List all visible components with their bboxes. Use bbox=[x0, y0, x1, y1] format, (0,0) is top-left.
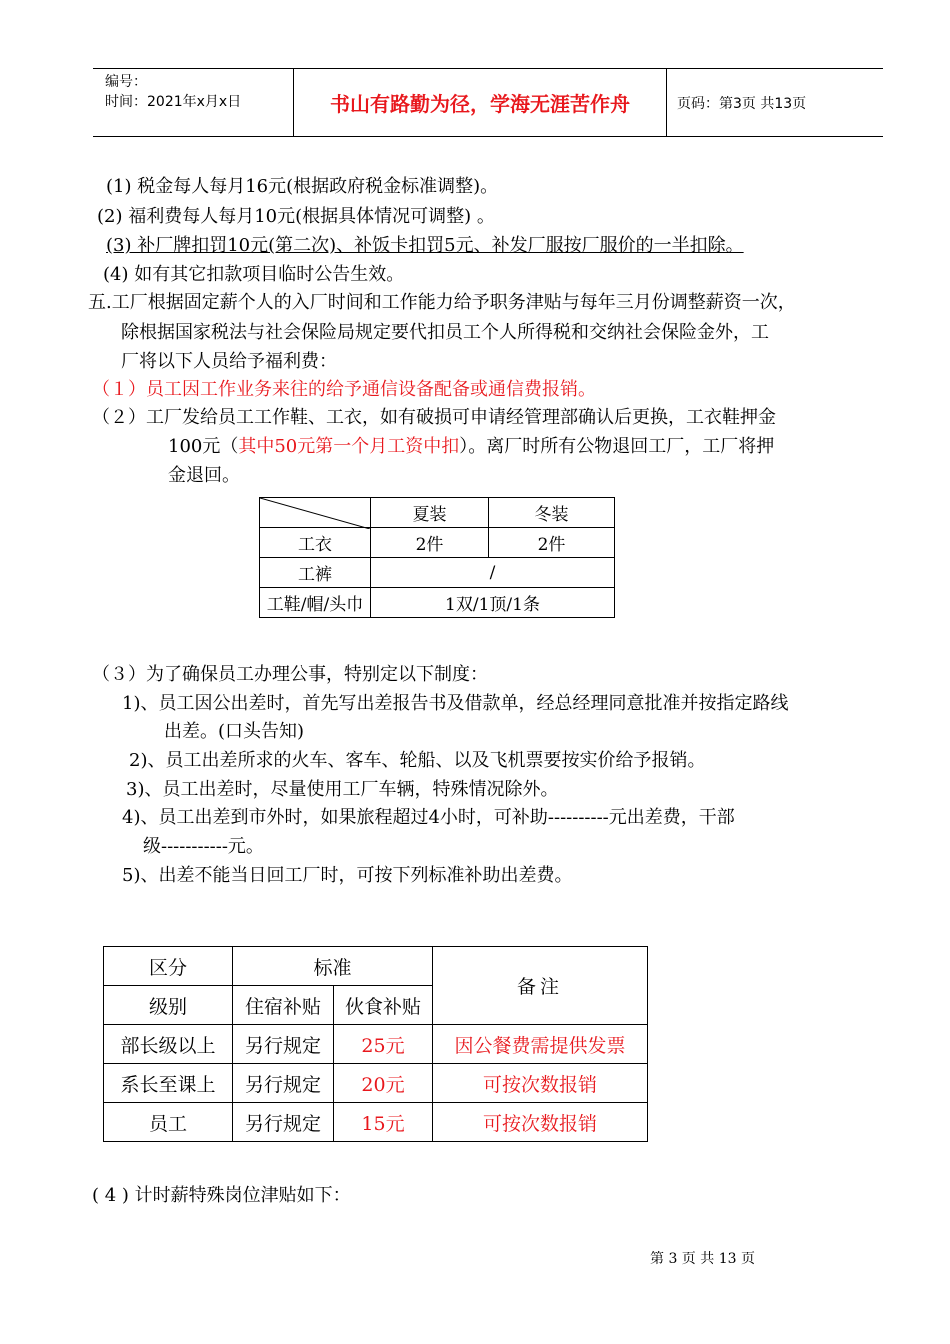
header-standard: 标准 bbox=[233, 947, 433, 986]
text-line: 出差。(口头告知) bbox=[164, 721, 305, 742]
table-cell: 1双/1顶/1条 bbox=[371, 588, 615, 618]
text-line: 1)、员工因公出差时，首先写出差报告书及借款单，经总经理同意批准并按指定路线 bbox=[122, 693, 789, 714]
page-footer: 第 3 页 共 13 页 bbox=[650, 1251, 755, 1267]
text-line: 5)、出差不能当日回工厂时，可按下列标准补助出差费。 bbox=[122, 865, 573, 886]
text-line: 厂将以下人员给予福利费： bbox=[121, 351, 337, 372]
text-line: 金退回。 bbox=[168, 465, 240, 486]
text-segment: ）。离厂时所有公物退回工厂，工厂将押 bbox=[459, 436, 775, 457]
text-line: (4) 如有其它扣款项目临时公告生效。 bbox=[103, 264, 405, 285]
diagonal-line bbox=[260, 498, 370, 529]
level-cell: 系长至课上 bbox=[104, 1064, 233, 1103]
text-line: （３）为了确保员工办理公事，特别定以下制度： bbox=[92, 664, 488, 685]
header-motto-cell bbox=[294, 69, 667, 136]
text-line: （１）员工因工作业务来往的给予通信设备配备或通信费报销。 bbox=[92, 379, 596, 400]
motto: 书山有路勤为径，学海无涯苦作舟 bbox=[330, 92, 630, 116]
note-cell: 可按次数报销 bbox=[433, 1064, 648, 1103]
page-header bbox=[93, 68, 883, 137]
uniform-table bbox=[259, 497, 615, 618]
text-line: 除根据国家税法与社会保险局规定要代扣员工个人所得税和交纳社会保险金外，工 bbox=[121, 322, 769, 343]
row-label: 工衣 bbox=[260, 528, 371, 558]
header-meal: 伙食补贴 bbox=[334, 986, 433, 1025]
table-cell: / bbox=[371, 558, 615, 588]
text-segment: 100元（ bbox=[168, 436, 239, 457]
time-label: 时间：2021年x月x日 bbox=[105, 94, 242, 110]
row-label: 工鞋/帽/头巾 bbox=[260, 588, 371, 618]
text-line: （２）工厂发给员工工作鞋、工衣，如有破损可申请经管理部确认后更换，工衣鞋押金 bbox=[92, 407, 776, 428]
lodging-cell: 另行规定 bbox=[233, 1103, 334, 1142]
lodging-cell: 另行规定 bbox=[233, 1025, 334, 1064]
table-row bbox=[260, 588, 615, 618]
table-row bbox=[104, 1064, 648, 1103]
note-cell: 可按次数报销 bbox=[433, 1103, 648, 1142]
note-cell: 因公餐费需提供发票 bbox=[433, 1025, 648, 1064]
level-cell: 部长级以上 bbox=[104, 1025, 233, 1064]
text-line: (3) 补厂牌扣罚10元(第二次)、补饭卡扣罚5元、补发厂服按厂服价的一半扣除。 bbox=[106, 235, 744, 256]
row-label: 工裤 bbox=[260, 558, 371, 588]
lodging-cell: 另行规定 bbox=[233, 1064, 334, 1103]
diagonal-header-cell bbox=[260, 498, 371, 528]
header-lodging: 住宿补贴 bbox=[233, 986, 334, 1025]
header-page-cell bbox=[667, 69, 883, 136]
col-header-summer: 夏装 bbox=[371, 498, 489, 528]
table-cell: 2件 bbox=[489, 528, 615, 558]
text-line: ( 4 ) 计时薪特殊岗位津贴如下： bbox=[92, 1185, 351, 1206]
header-level: 级别 bbox=[104, 986, 233, 1025]
table-row bbox=[260, 558, 615, 588]
travel-allowance-table bbox=[103, 946, 648, 1142]
table-row bbox=[104, 1103, 648, 1142]
code-label: 编号： bbox=[105, 74, 147, 90]
page-label: 页码：第3页 共13页 bbox=[677, 95, 807, 112]
text-line: 五.工厂根据固定薪个人的入厂时间和工作能力给予职务津贴与每年三月份调整薪资一次， bbox=[88, 292, 796, 313]
table-cell: 2件 bbox=[371, 528, 489, 558]
text-line: 4)、员工出差到市外时，如果旅程超过4小时，可补助----------元出差费，干部 bbox=[122, 807, 735, 828]
meal-cell: 25元 bbox=[334, 1025, 433, 1064]
text-line: 3)、员工出差时，尽量使用工厂车辆，特殊情况除外。 bbox=[126, 779, 559, 800]
meal-cell: 15元 bbox=[334, 1103, 433, 1142]
header-note: 备注 bbox=[433, 947, 648, 1025]
table-row bbox=[104, 1025, 648, 1064]
header-category: 区分 bbox=[104, 947, 233, 986]
level-cell: 员工 bbox=[104, 1103, 233, 1142]
text-segment-red: 其中50元第一个月工资中扣 bbox=[238, 436, 460, 457]
text-line: (1) 税金每人每月16元(根据政府税金标准调整)。 bbox=[106, 176, 499, 197]
text-line: (2) 福利费每人每月10元(根据具体情况可调整) 。 bbox=[97, 206, 495, 227]
text-line: 2)、员工出差所求的火车、客车、轮船、以及飞机票要按实价给予报销。 bbox=[129, 750, 706, 771]
text-line bbox=[168, 436, 774, 458]
text-line: 级-----------元。 bbox=[143, 836, 264, 857]
table-row bbox=[260, 528, 615, 558]
col-header-winter: 冬装 bbox=[489, 498, 615, 528]
meal-cell: 20元 bbox=[334, 1064, 433, 1103]
header-info-cell bbox=[93, 69, 294, 136]
